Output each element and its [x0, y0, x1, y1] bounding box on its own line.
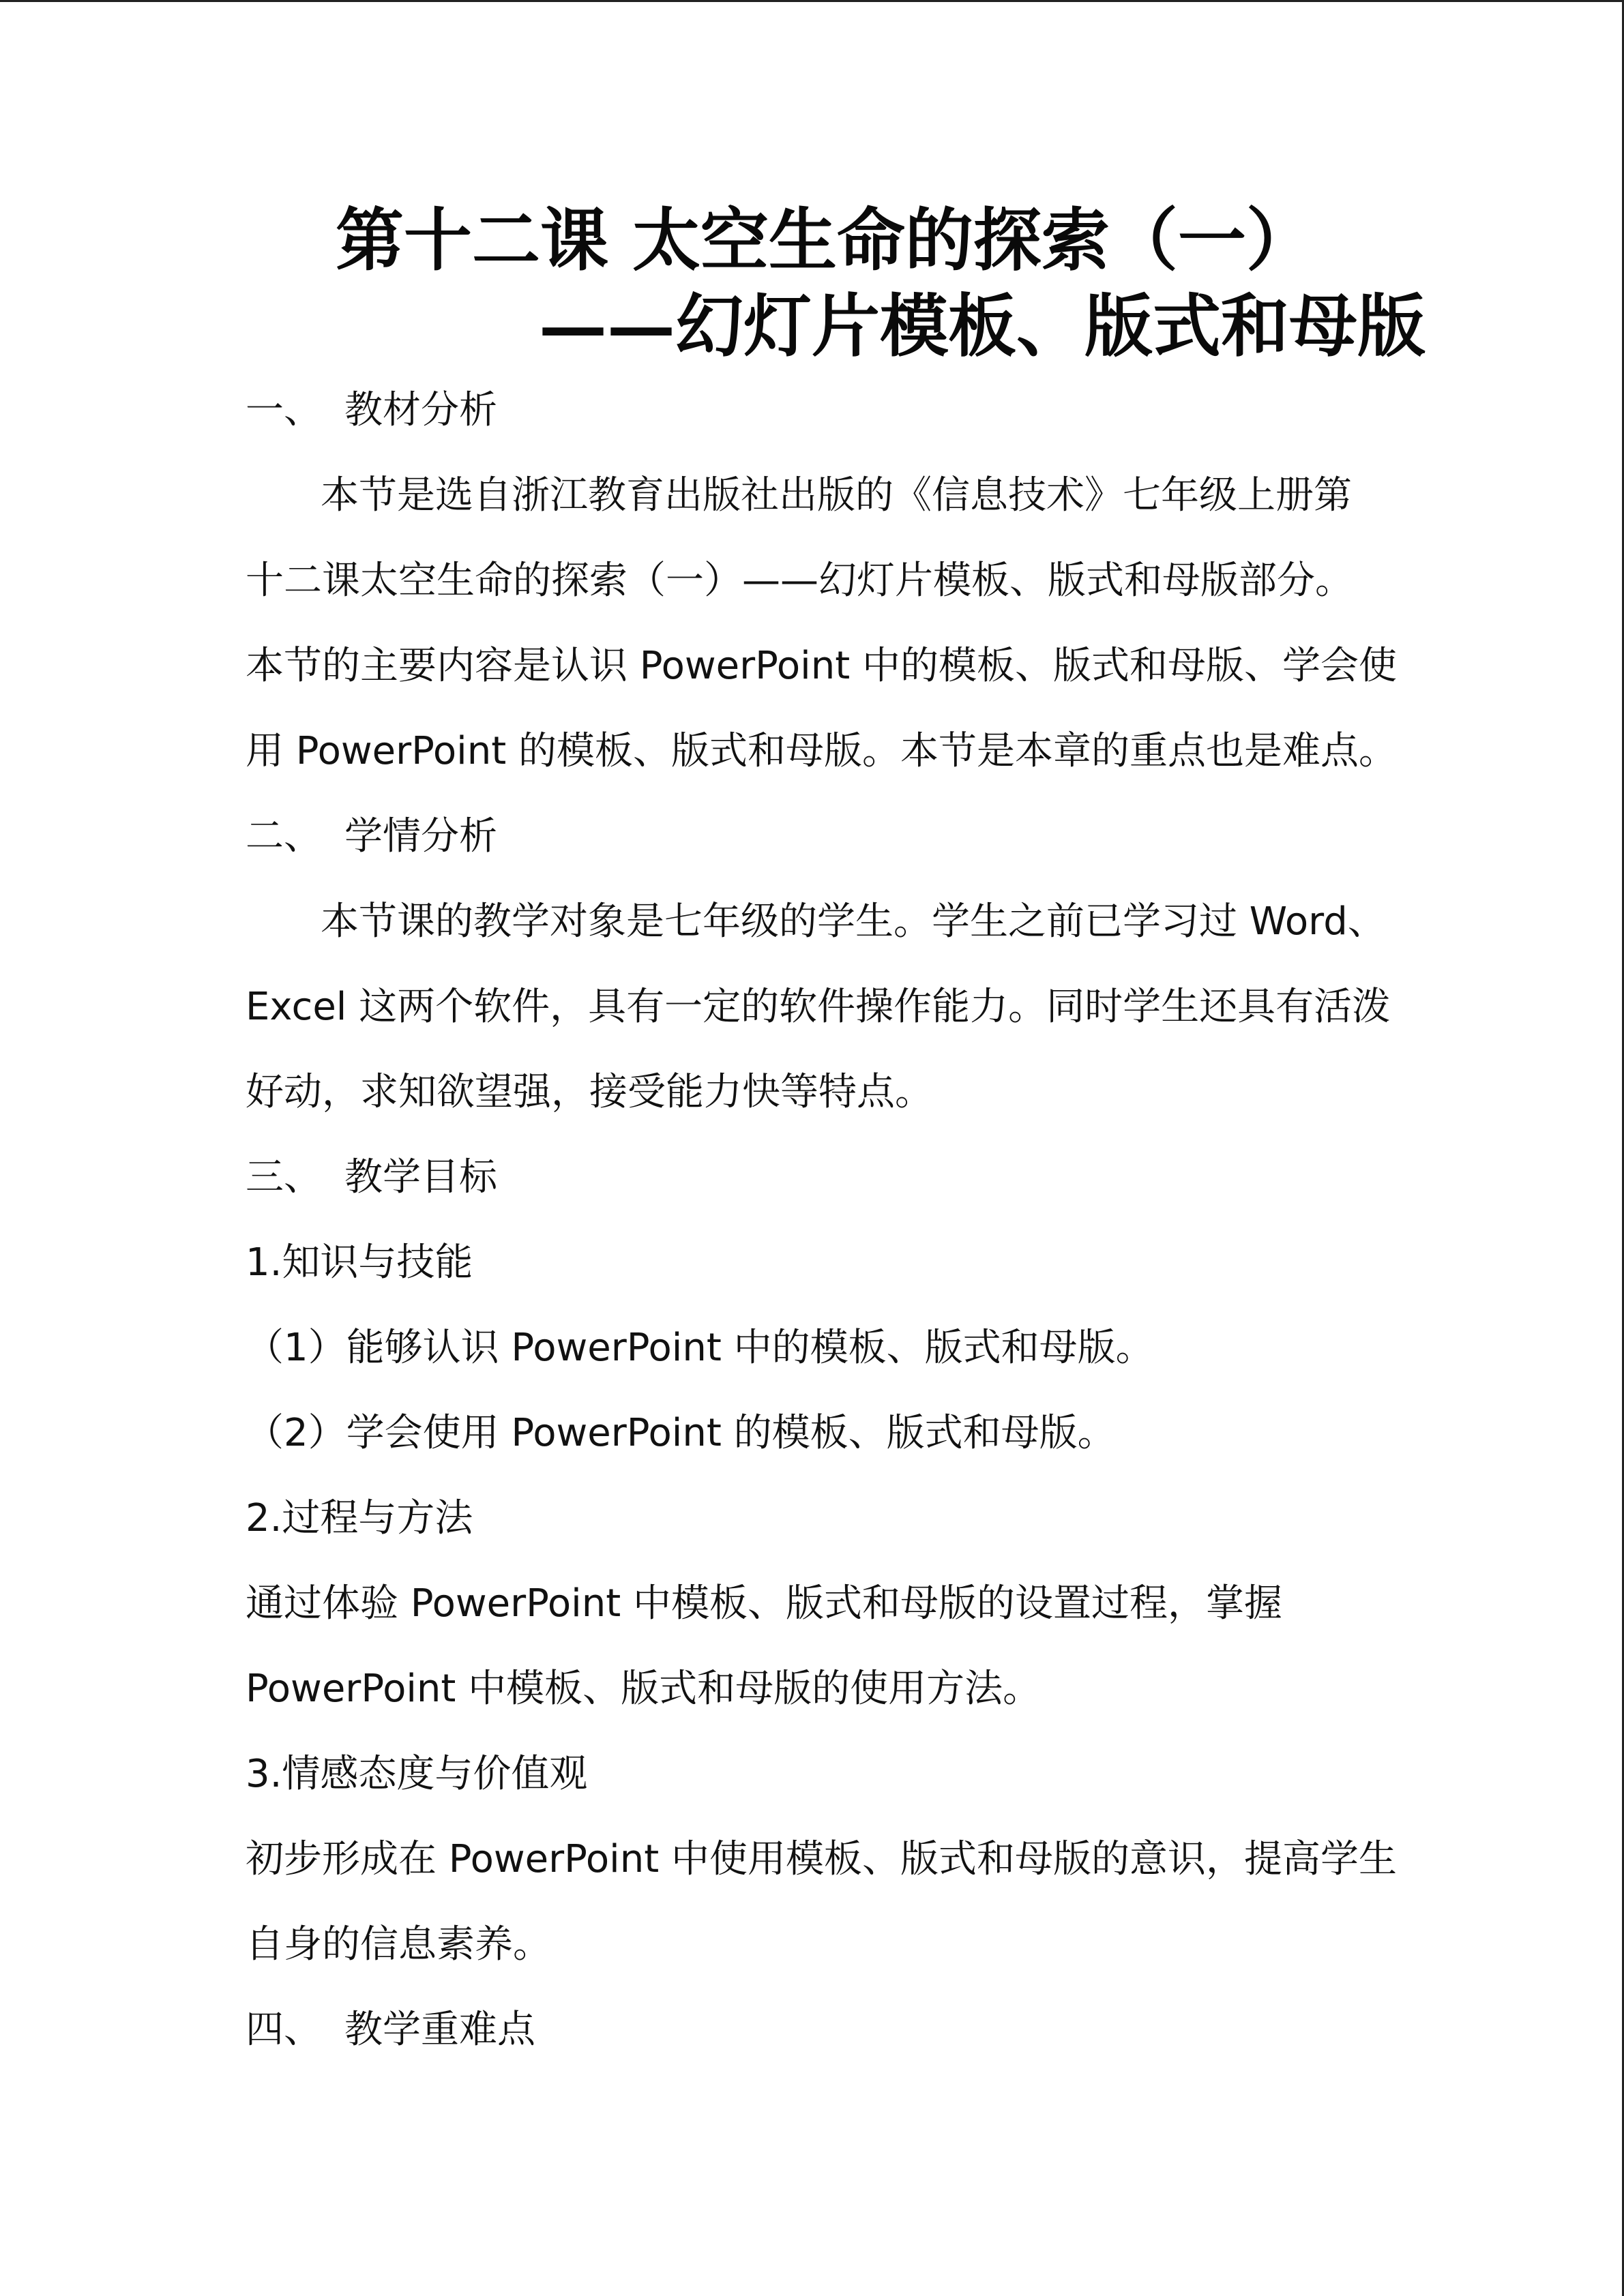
analysis-line-1: 本节是选自浙江教育出版社出版的《信息技术》七年级上册第 [321, 473, 1352, 518]
section-number: 二、 [246, 814, 322, 859]
goal-process-line-1: 通过体验 PowerPoint 中模板、版式和母版的设置过程，掌握 [246, 1581, 1282, 1626]
section-heading-goals [246, 1154, 1378, 1200]
section-number: 三、 [246, 1155, 322, 1199]
section-number: 四、 [246, 2008, 322, 2052]
section-number: 一、 [246, 388, 322, 432]
section-heading-analysis [246, 387, 1378, 433]
section-label: 教学重难点 [344, 2008, 535, 2052]
section-label: 教材分析 [344, 388, 497, 432]
section-heading-students [246, 814, 1378, 859]
goal-knowledge-item-1: （1）能够认识 PowerPoint 中的模板、版式和母版。 [246, 1326, 1154, 1370]
analysis-line-4: 用 PowerPoint 的模板、版式和母版。本节是本章的重点也是难点。 [246, 729, 1397, 773]
goal-knowledge-item-2: （2）学会使用 PowerPoint 的模板、版式和母版。 [246, 1411, 1116, 1455]
students-line-3: 好动，求知欲望强，接受能力快等特点。 [246, 1070, 933, 1114]
lesson-subtitle: ——幻灯片模板、版式和母版 [539, 286, 1426, 366]
section-label: 学情分析 [344, 814, 497, 859]
goal-knowledge-heading: 1.知识与技能 [246, 1240, 473, 1285]
students-line-2: Excel 这两个软件，具有一定的软件操作能力。同时学生还具有活泼 [246, 985, 1391, 1029]
goal-process-heading: 2.过程与方法 [246, 1496, 473, 1540]
students-line-1: 本节课的教学对象是七年级的学生。学生之前已学习过 Word、 [321, 899, 1386, 944]
goal-process-line-2: PowerPoint 中模板、版式和母版的使用方法。 [246, 1667, 1042, 1711]
analysis-line-3: 本节的主要内容是认识 PowerPoint 中的模板、版式和母版、学会使 [246, 644, 1397, 688]
section-label: 教学目标 [344, 1155, 497, 1199]
goal-emotion-line-1: 初步形成在 PowerPoint 中使用模板、版式和母版的意识，提高学生 [246, 1837, 1397, 1881]
lesson-title: 第十二课 太空生命的探索（一） [336, 200, 1314, 280]
goal-emotion-line-2: 自身的信息素养。 [246, 1922, 551, 1967]
goal-emotion-heading: 3.情感态度与价值观 [246, 1752, 588, 1796]
section-heading-difficulties [246, 2007, 1378, 2053]
analysis-line-2: 十二课太空生命的探索（一）——幻灯片模板、版式和母版部分。 [246, 558, 1353, 603]
page-border-top [0, 0, 1624, 2]
